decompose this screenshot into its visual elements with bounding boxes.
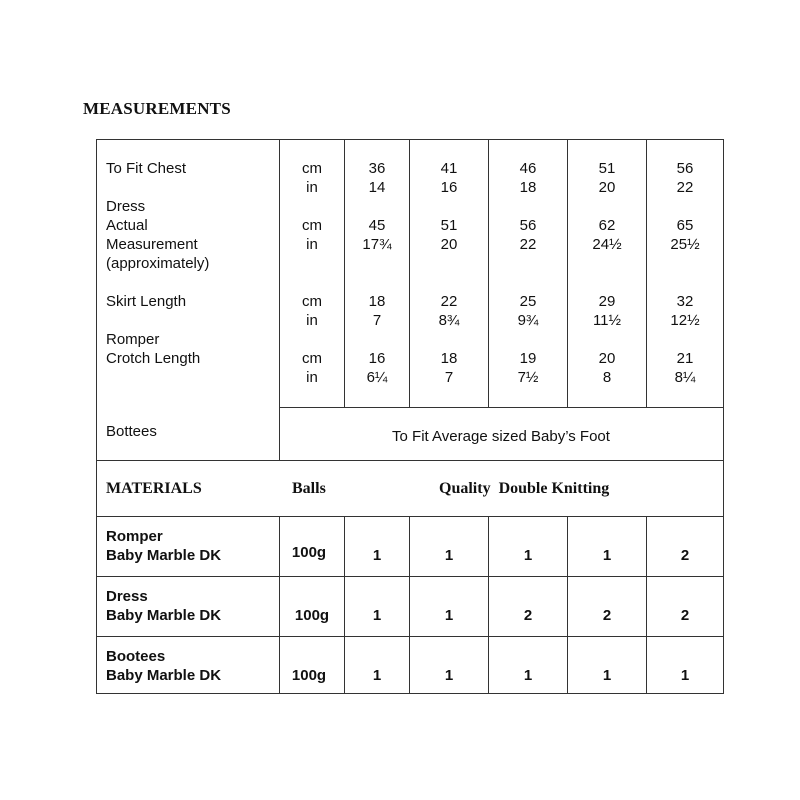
divider: [488, 139, 489, 407]
material-name: Baby Marble DK: [106, 607, 222, 624]
unit-in: in: [306, 369, 318, 386]
cell-value: 9¾: [517, 312, 539, 329]
divider: [279, 407, 280, 460]
row-label-dress: (approximately): [106, 255, 210, 272]
divider: [344, 516, 345, 694]
cell-value: 62: [598, 217, 616, 234]
bootees-note: To Fit Average sized Baby’s Foot: [392, 428, 610, 445]
cell-value: 17¾: [362, 236, 392, 253]
cell-value: 1: [372, 547, 382, 564]
material-name: Baby Marble DK: [106, 547, 222, 564]
divider: [279, 407, 724, 408]
row-label-dress: Dress: [106, 198, 146, 215]
row-label-to-fit-chest: To Fit Chest: [106, 160, 187, 177]
cell-value: 12½: [670, 312, 700, 329]
cell-value: 1: [444, 607, 454, 624]
unit-in: in: [306, 312, 318, 329]
cell-value: 1: [680, 667, 690, 684]
page-title: MEASUREMENTS: [83, 99, 231, 118]
material-name: Bootees: [106, 648, 166, 665]
cell-value: 25½: [670, 236, 700, 253]
cell-value: 1: [602, 667, 612, 684]
divider: [488, 516, 489, 694]
balls-header: Balls: [292, 480, 326, 497]
divider: [344, 139, 345, 407]
divider: [96, 460, 724, 461]
material-name: Dress: [106, 588, 148, 605]
cell-value: 2: [680, 547, 690, 564]
cell-value: 21: [676, 350, 694, 367]
cell-value: 25: [519, 293, 537, 310]
cell-value: 1: [444, 547, 454, 564]
cell-value: 19: [519, 350, 537, 367]
cell-value: 6¼: [366, 369, 388, 386]
cell-value: 7: [444, 369, 454, 386]
cell-value: 20: [440, 236, 458, 253]
divider: [279, 516, 280, 694]
cell-value: 18: [368, 293, 386, 310]
cell-value: 1: [372, 667, 382, 684]
unit-cm: cm: [302, 350, 322, 367]
cell-value: 2: [602, 607, 612, 624]
materials-header: MATERIALS: [106, 480, 202, 497]
unit-cm: cm: [302, 293, 322, 310]
cell-value: 24½: [592, 236, 622, 253]
material-weight: 100g: [294, 607, 330, 624]
cell-value: 51: [598, 160, 616, 177]
material-name: Romper: [106, 528, 163, 545]
unit-cm: cm: [302, 160, 322, 177]
cell-value: 14: [368, 179, 386, 196]
cell-value: 16: [368, 350, 386, 367]
cell-value: 32: [676, 293, 694, 310]
cell-value: 29: [598, 293, 616, 310]
cell-value: 18: [519, 179, 537, 196]
material-name: Baby Marble DK: [106, 667, 222, 684]
row-label-dress: Measurement: [106, 236, 198, 253]
divider: [409, 516, 410, 694]
divider: [567, 139, 568, 407]
cell-value: 2: [680, 607, 690, 624]
cell-value: 46: [519, 160, 537, 177]
divider: [567, 516, 568, 694]
divider: [279, 139, 280, 407]
cell-value: 7½: [517, 369, 539, 386]
cell-value: 11½: [592, 312, 622, 329]
divider: [409, 139, 410, 407]
cell-value: 1: [444, 667, 454, 684]
cell-value: 18: [440, 350, 458, 367]
cell-value: 22: [676, 179, 694, 196]
row-label-romper: Romper: [106, 331, 160, 348]
unit-cm: cm: [302, 217, 322, 234]
cell-value: 1: [372, 607, 382, 624]
cell-value: 56: [519, 217, 537, 234]
divider: [96, 636, 724, 637]
row-label-romper: Crotch Length: [106, 350, 201, 367]
cell-value: 45: [368, 217, 386, 234]
cell-value: 20: [598, 350, 616, 367]
divider: [96, 576, 724, 577]
unit-in: in: [306, 236, 318, 253]
row-label-skirt-length: Skirt Length: [106, 293, 187, 310]
cell-value: 22: [519, 236, 537, 253]
cell-value: 16: [440, 179, 458, 196]
divider: [646, 139, 647, 407]
material-weight: 100g: [291, 667, 327, 684]
divider: [646, 516, 647, 694]
cell-value: 65: [676, 217, 694, 234]
unit-in: in: [306, 179, 318, 196]
cell-value: 7: [372, 312, 382, 329]
quality-header: Quality Double Knitting: [439, 480, 610, 497]
cell-value: 22: [440, 293, 458, 310]
cell-value: 51: [440, 217, 458, 234]
cell-value: 8: [602, 369, 612, 386]
cell-value: 41: [440, 160, 458, 177]
cell-value: 36: [368, 160, 386, 177]
cell-value: 1: [523, 547, 533, 564]
row-label-bootees: Bottees: [106, 423, 157, 440]
cell-value: 20: [598, 179, 616, 196]
cell-value: 8¾: [438, 312, 460, 329]
row-label-dress: Actual: [106, 217, 148, 234]
cell-value: 56: [676, 160, 694, 177]
cell-value: 8¼: [674, 369, 696, 386]
cell-value: 1: [602, 547, 612, 564]
divider: [96, 516, 724, 517]
cell-value: 2: [523, 607, 533, 624]
material-weight: 100g: [291, 544, 327, 561]
cell-value: 1: [523, 667, 533, 684]
